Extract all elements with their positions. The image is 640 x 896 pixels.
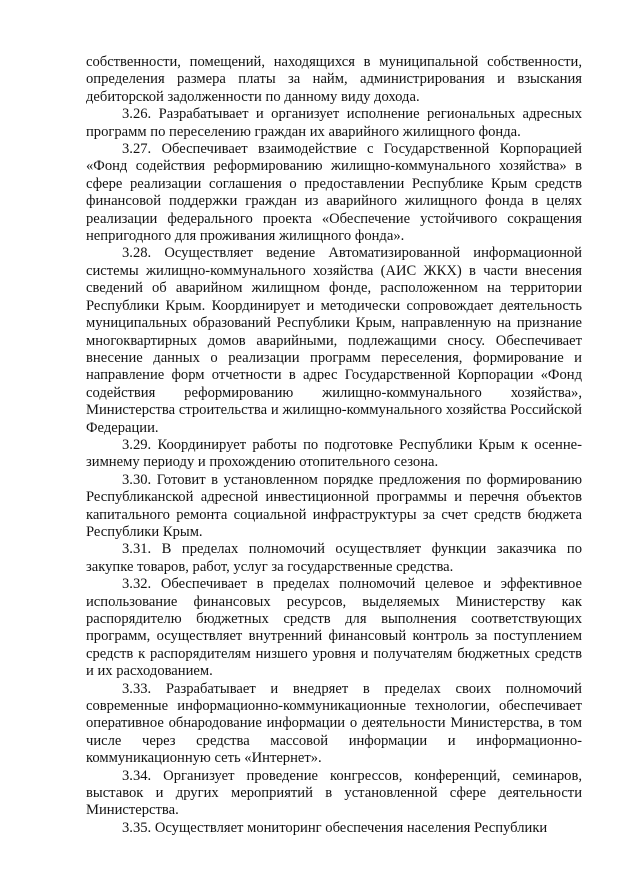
paragraph-3-31: 3.31. В пределах полномочий осуществляет функции заказчика по закупке товаров, работ, услуг за государственные средства. [86,541,582,575]
paragraph-3-30: 3.30. Готовит в установленном порядке предложения по формированию Республиканской адресной инвестиционной программы и перечня объектов капитального ремонта социальной инфраструктуры за счет средств бюджета Республики Крым. [86,471,582,540]
paragraph-3-26: 3.26. Разрабатывает и организует исполнение региональных адресных программ по переселению граждан их аварийного жилищного фонда. [86,106,582,140]
paragraph-3-29: 3.29. Координирует работы по подготовке Республики Крым к осенне-зимнему периоду и прохождению отопительного сезона. [86,436,582,471]
paragraph-3-28: 3.28. Осуществляет ведение Автоматизированной информационной системы жилищно-коммунального хозяйства (АИС ЖКХ) в части внесения сведений об аварийном жилищном фонде, расположенном на территории Республики Крым. Координирует и методически сопровождает деятельность муниципальных образований Республики Крым, направленную на признание многоквартирных домов аварийными, подлежащими сносу. Обеспечивает внесение данных о реализации программ переселения, формирование и направление форм отчетности в адрес Государственной Корпорации «Фонд содействия реформированию жилищно-коммунального хозяйства», Министерства строительства и жилищно-коммунального хозяйства Российской Федерации. [86,245,582,436]
document-page [86,54,582,837]
paragraph-3-32: 3.32. Обеспечивает в пределах полномочий целевое и эффективное использование финансовых ресурсов, выделяемых Министерству как распорядителю бюджетных средств для выполнения соответствующих программ, осуществляет внутренний финансовый контроль за поступлением средств к распорядителям низшего уровня и получателям бюджетных средств и их расходованием. [86,576,582,680]
paragraph-3-27: 3.27. Обеспечивает взаимодействие с Государственной Корпорацией «Фонд содействия реформированию жилищно-коммунального хозяйства» в сфере реализации соглашения о предоставлении Республике Крым средств финансовой поддержки граждан из аварийного жилищного фонда в целях реализации федерального проекта «Обеспечение устойчивого сокращения непригодного для проживания жилищного фонда». [86,141,582,245]
paragraph-3-35: 3.35. Осуществляет мониторинг обеспечения населения Республики [122,819,548,836]
paragraph-3-33: 3.33. Разрабатывает и внедряет в пределах своих полномочий современные информационно-коммуникационные технологии, обеспечивает оперативное обнародование информации о деятельности Министерства, в том числе через средства массовой информации и информационно-коммуникационную сеть «Интернет». [86,680,582,767]
paragraph-3-34: 3.34. Организует проведение конгрессов, конференций, семинаров, выставок и других мероприятий в установленной сфере деятельности Министерства. [86,767,582,819]
paragraph-continuation: собственности, помещений, находящихся в муниципальной собственности, определения размера платы за найм, администрирования и взыскания дебиторской задолженности по данному виду дохода. [86,54,582,105]
